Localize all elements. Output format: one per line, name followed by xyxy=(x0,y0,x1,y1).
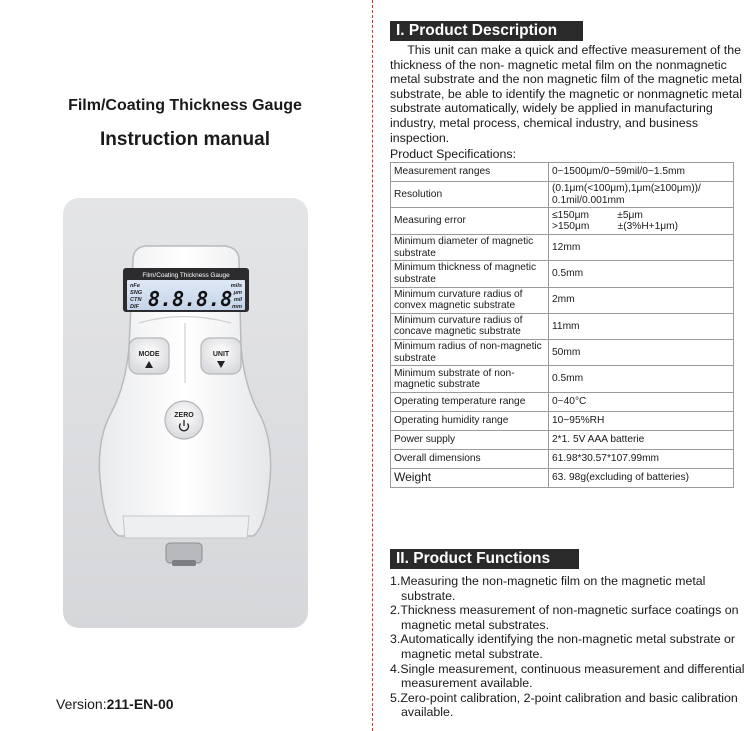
spec-key: Overall dimensions xyxy=(391,450,549,469)
spec-value: 0~1500μm/0~59mil/0~1.5mm xyxy=(549,163,734,182)
lcd-digits: 8.8.8.8 xyxy=(148,287,233,311)
spec-value: 10~95%RH xyxy=(549,412,734,431)
spec-key: Minimum radius of non-magnetic substrate xyxy=(391,339,549,365)
zero-button-label: ZERO xyxy=(174,412,194,419)
spec-value: 61.98*30.57*107.99mm xyxy=(549,450,734,469)
spec-key: Minimum substrate of non-magnetic substrate xyxy=(391,366,549,393)
version-label: Version: xyxy=(56,696,107,712)
svg-text:mils: mils xyxy=(230,283,242,289)
left-panel xyxy=(0,0,370,731)
svg-text:mm: mm xyxy=(232,304,242,310)
manual-title: Instruction manual xyxy=(100,129,270,150)
functions-list xyxy=(390,574,748,720)
function-item: 1.Measuring the non-magnetic film on the magnetic metal substrate. xyxy=(390,574,706,603)
product-description-text: This unit can make a quick and effective measurement of the thickness of the non- magnetic metal film on the nonmagnetic metal substrate and the non magnetic film of the magnetic metal substrate, be able to identify the magnetic or nonmagnetic metal substrate automatically, widely be applied in manufacturing industry, metal process, chemical industry, and business inspection. xyxy=(390,43,742,145)
spec-key: Minimum curvature radius of concave magnetic substrate xyxy=(391,313,549,339)
svg-text:μm: μm xyxy=(233,290,242,296)
zero-button[interactable] xyxy=(165,401,203,439)
svg-text:SNG: SNG xyxy=(130,290,143,296)
spec-value: 11mm xyxy=(549,313,734,339)
spec-row xyxy=(391,163,734,182)
spec-value: 0~40°C xyxy=(549,393,734,412)
dashed-divider xyxy=(372,0,373,731)
spec-table xyxy=(390,162,734,488)
spec-row xyxy=(391,431,734,450)
spec-key: Measurement ranges xyxy=(391,163,549,182)
spec-value: ≤150μm ±5μm >150μm ±(3%H+1μm) xyxy=(549,208,734,235)
spec-row xyxy=(391,366,734,393)
spec-key: Weight xyxy=(391,469,549,488)
spec-row xyxy=(391,182,734,208)
spec-value: 63. 98g(excluding of batteries) xyxy=(549,469,734,488)
spec-key: Minimum thickness of magnetic substrate xyxy=(391,261,549,287)
spec-value: 2*1. 5V AAA batterie xyxy=(549,431,734,450)
gauge-illustration xyxy=(63,198,308,628)
spec-key: Resolution xyxy=(391,182,549,208)
svg-text:nFe: nFe xyxy=(130,283,140,289)
spec-value: 0.5mm xyxy=(549,366,734,393)
spec-row xyxy=(391,208,734,235)
mode-button[interactable] xyxy=(129,338,169,374)
spec-value: (0.1μm(<100μm),1μm(≥100μm))/ 0.1mil/0.001mm xyxy=(549,182,734,208)
spec-row xyxy=(391,235,734,261)
spec-row xyxy=(391,469,734,488)
spec-row xyxy=(391,450,734,469)
spec-row xyxy=(391,287,734,313)
spec-caption: Product Specifications: xyxy=(390,147,517,161)
function-item: 3.Automatically identifying the non-magnetic metal substrate or magnetic metal substrate. xyxy=(390,632,736,661)
unit-button[interactable] xyxy=(201,338,241,374)
spec-row xyxy=(391,261,734,287)
product-functions-heading: II. Product Functions xyxy=(390,549,579,569)
spec-row xyxy=(391,393,734,412)
spec-key: Power supply xyxy=(391,431,549,450)
unit-button-label: UNIT xyxy=(212,351,230,358)
svg-text:mil: mil xyxy=(233,297,242,303)
spec-value: 12mm xyxy=(549,235,734,261)
spec-key: Operating humidity range xyxy=(391,412,549,431)
spec-key: Operating temperature range xyxy=(391,393,549,412)
spec-value: 0.5mm xyxy=(549,261,734,287)
spec-value: 2mm xyxy=(549,287,734,313)
spec-value: 50mm xyxy=(549,339,734,365)
svg-text:DIF: DIF xyxy=(130,304,140,310)
function-item: 4.Single measurement, continuous measurement and differential measurement available. xyxy=(390,661,745,691)
product-description-heading: I. Product Description xyxy=(390,21,583,41)
lcd-title: Film/Coating Thickness Gauge xyxy=(142,272,230,279)
spec-row xyxy=(391,313,734,339)
spec-row xyxy=(391,412,734,431)
spec-key: Minimum diameter of magnetic substrate xyxy=(391,235,549,261)
version-value: 211-EN-00 xyxy=(106,696,174,712)
function-item: 5.Zero-point calibration, 2-point calibration and basic calibration available. xyxy=(390,690,738,720)
spec-row xyxy=(391,339,734,365)
product-title: Film/Coating Thickness Gauge xyxy=(68,97,302,114)
device-photo xyxy=(63,198,308,628)
version-line xyxy=(56,696,174,712)
function-item: 2.Thickness measurement of non-magnetic surface coatings on magnetic metal substrates. xyxy=(390,603,739,632)
spec-key: Minimum curvature radius of convex magnetic substrate xyxy=(391,287,549,313)
mode-button-label: MODE xyxy=(138,351,160,358)
spec-key: Measuring error xyxy=(391,208,549,235)
svg-text:CTN: CTN xyxy=(130,297,142,303)
